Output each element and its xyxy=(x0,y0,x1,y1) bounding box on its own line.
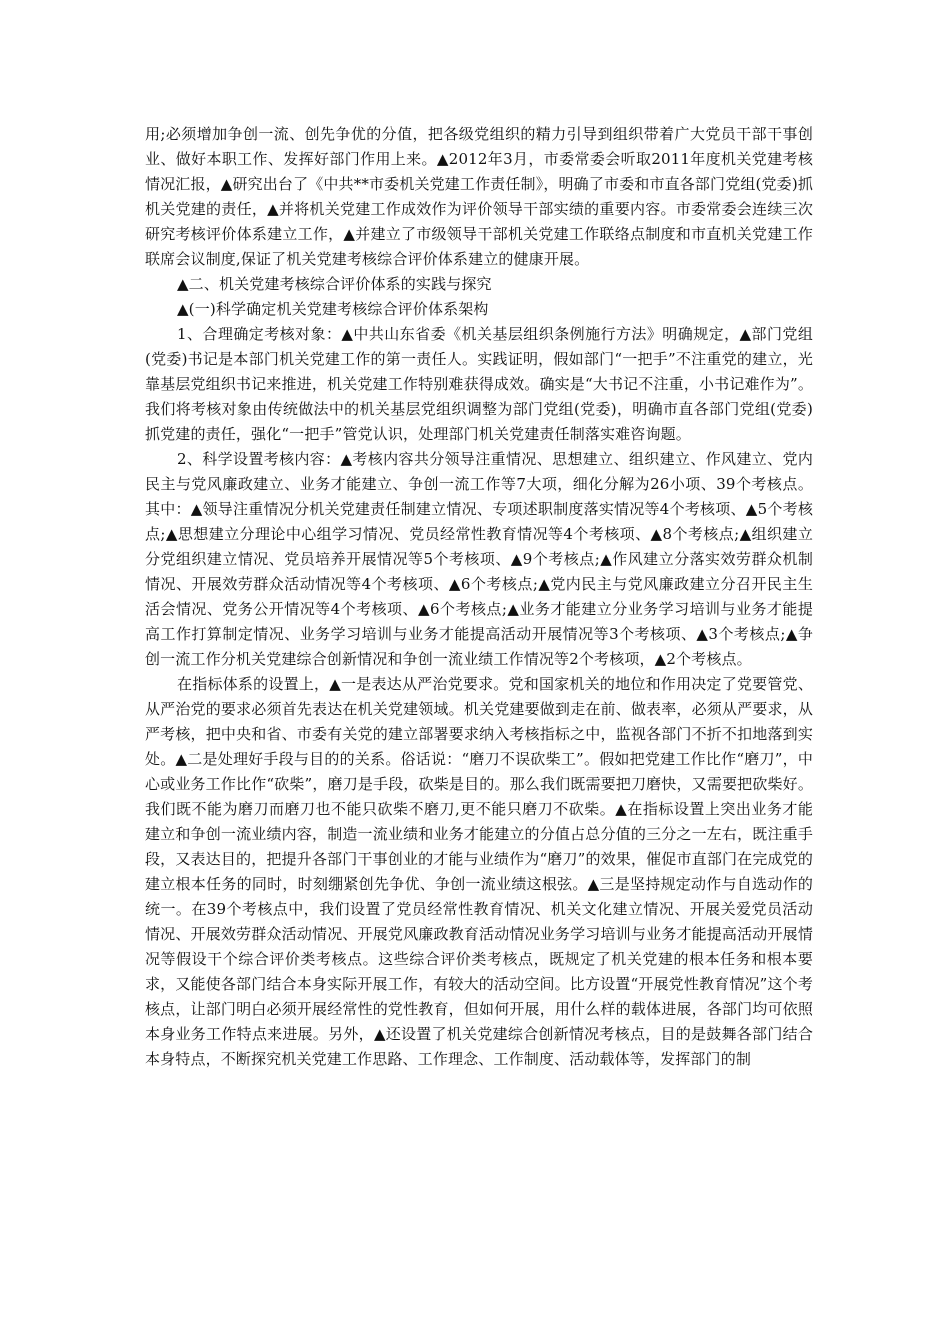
paragraph-assessment-content: 2、科学设置考核内容：▲考核内容共分领导注重情况、思想建立、组织建立、作风建立、党内民主与党风廉政建立、业务才能建立、争创一流工作等7大项，细化分解为26小项、39个考核点。其中：▲领导注重情况分机关党建责任制建立情况、专项述职制度落实情况等4个考核项、▲5个考核点;▲思想建立分理论中心组学习情况、党员经常性教育情况等4个考核项、▲8个考核点;▲组织建立分党组织建立情况、党员培养开展情况等5个考核项、▲9个考核点;▲作风建立分落实效劳群众机制情况、开展效劳群众活动情况等4个考核项、▲6个考核点;▲党内民主与党风廉政建立分召开民主生活会情况、党务公开情况等4个考核项、▲6个考核点;▲业务才能建立分业务学习培训与业务才能提高工作打算制定情况、业务学习培训与业务才能提高活动开展情况等3个考核项、▲3个考核点;▲争创一流工作分机关党建综合创新情况和争创一流业绩工作情况等2个考核项，▲2个考核点。 xyxy=(145,450,813,668)
paragraph-indicator-system: 在指标体系的设置上，▲一是表达从严治党要求。党和国家机关的地位和作用决定了党要管党、从严治党的要求必须首先表达在机关党建领域。机关党建要做到走在前、做表率，必须从严要求，从严考核，把中央和省、市委有关党的建立部署要求纳入考核指标之中，监视各部门不折不扣地落到实处。▲二是处理好手段与目的的关系。俗话说：“磨刀不误砍柴工”。假如把党建工作比作“磨刀”，中心或业务工作比作“砍柴”，磨刀是手段，砍柴是目的。那么我们既需要把刀磨快，又需要把砍柴好。我们既不能为磨刀而磨刀也不能只砍柴不磨刀,更不能只磨刀不砍柴。▲在指标设置上突出业务才能建立和争创一流业绩内容，制造一流业绩和业务才能建立的分值占总分值的三分之一左右，既注重手段，又表达目的，把提升各部门干事创业的才能与业绩作为“磨刀”的效果，催促市直部门在完成党的建立根本任务的同时，时刻绷紧创先争优、争创一流业绩这根弦。▲三是坚持规定动作与自选动作的统一。在39个考核点中，我们设置了党员经常性教育情况、机关文化建立情况、开展关爱党员活动情况、开展效劳群众活动情况、开展党风廉政教育活动情况业务学习培训与业务才能提高活动开展情况等假设干个综合评价类考核点。这些综合评价类考核点，既规定了机关党建的根本任务和根本要求，又能使各部门结合本身实际开展工作，有较大的活动空间。比方设置“开展党性教育情况”这个考核点，让部门明白必须开展经常性的党性教育，但如何开展，用什么样的载体进展，各部门均可依照本身业务工作特点来进展。另外，▲还设置了机关党建综合创新情况考核点，目的是鼓舞各部门结合本身特点，不断探究机关党建工作思路、工作理念、工作制度、活动载体等，发挥部门的制 xyxy=(145,675,813,1068)
section-heading: ▲二、机关党建考核综合评价体系的实践与探究 xyxy=(177,275,492,293)
subsection-heading: ▲(一)科学确定机关党建考核综合评价体系架构 xyxy=(177,300,489,318)
document-body xyxy=(145,122,813,1072)
paragraph-assessment-target: 1、合理确定考核对象：▲中共山东省委《机关基层组织条例施行方法》明确规定，▲部门党组(党委)书记是本部门机关党建工作的第一责任人。实践证明，假如部门“一把手”不注重党的建立，光靠基层党组织书记来推进，机关党建工作特别难获得成效。确实是“大书记不注重，小书记难作为”。我们将考核对象由传统做法中的机关基层党组织调整为部门党组(党委)，明确市直各部门党组(党委)抓党建的责任，强化“一把手”管党认识，处理部门机关党建责任制落实难咨询题。 xyxy=(145,325,813,443)
paragraph-continuation: 用;必须增加争创一流、创先争优的分值，把各级党组织的精力引导到组织带着广大党员干部干事创业、做好本职工作、发挥好部门作用上来。▲2012年3月，市委常委会听取2011年度机关党建考核情况汇报，▲研究出台了《中共**市委机关党建工作责任制》，明确了市委和市直各部门党组(党委)抓机关党建的责任，▲并将机关党建工作成效作为评价领导干部实绩的重要内容。市委常委会连续三次研究考核评价体系建立工作，▲并建立了市级领导干部机关党建工作联络点制度和市直机关党建工作联席会议制度,保证了机关党建考核综合评价体系建立的健康开展。 xyxy=(145,125,813,268)
